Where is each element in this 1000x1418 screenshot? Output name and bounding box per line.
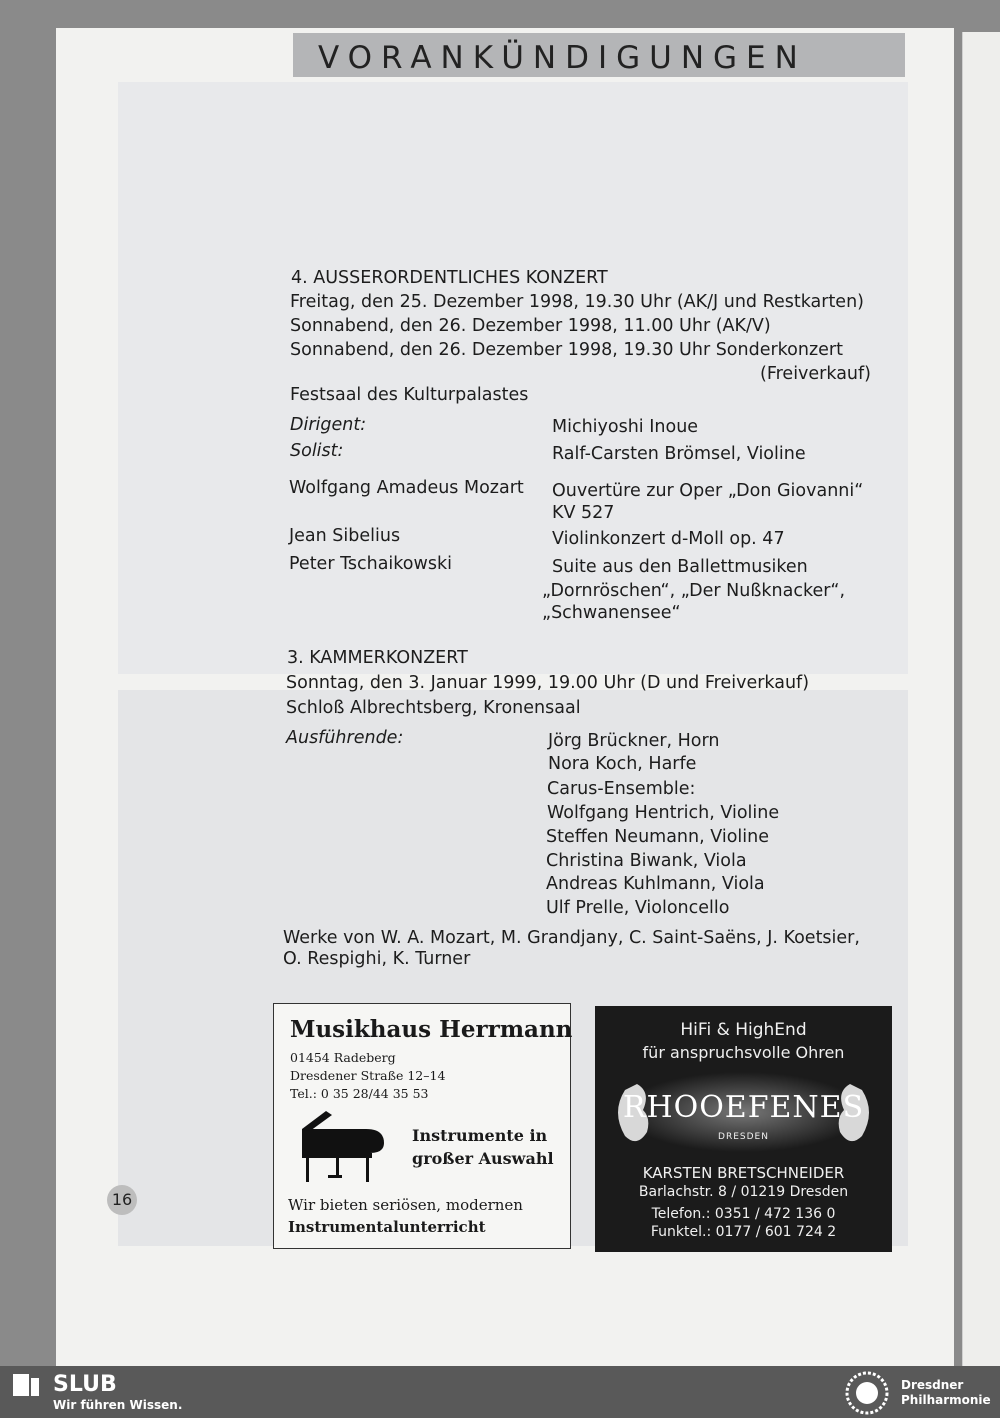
ad-address: Barlachstr. 8 / 01219 Dresden	[638, 1184, 849, 1200]
footer-bar	[0, 1366, 1000, 1418]
ad-brand-name: Musikhaus Herrmann	[290, 1016, 573, 1043]
footer-partner: Dresdner	[901, 1378, 964, 1392]
ad-musikhaus-herrmann	[273, 1003, 571, 1249]
page-title: VORANKÜNDIGUNGEN	[318, 40, 807, 76]
footer-partner: Philharmonie	[901, 1393, 991, 1407]
ad-owner: KARSTEN BRETSCHNEIDER	[642, 1164, 845, 1182]
performer-name: Ralf-Carsten Brömsel, Violine	[552, 444, 806, 464]
work: Violinkonzert d-Moll op. 47	[552, 529, 785, 549]
works-line: O. Respighi, K. Turner	[283, 949, 471, 969]
slub-logo-icon	[13, 1374, 39, 1396]
ad-mobile: Funktel.: 0177 / 601 724 2	[650, 1224, 837, 1240]
ad-address-line: 01454 Radeberg	[290, 1050, 396, 1065]
role-label: Dirigent:	[290, 415, 367, 435]
adjacent-page-edge	[962, 32, 1000, 1366]
grand-piano-icon	[296, 1109, 388, 1185]
performer-name: Steffen Neumann, Violine	[546, 827, 769, 847]
concert2-venue: Schloß Albrechtsberg, Kronensaal	[286, 698, 581, 718]
role-label: Ausführende:	[286, 728, 404, 748]
footer-tagline: Wir führen Wissen.	[53, 1398, 183, 1412]
composer: Wolfgang Amadeus Mozart	[289, 478, 524, 498]
ad-phone: Tel.: 0 35 28/44 35 53	[290, 1086, 429, 1101]
works-line: Werke von W. A. Mozart, M. Grandjany, C. Saint-Saëns, J. Koetsier,	[283, 928, 860, 948]
performer-name: Jörg Brückner, Horn	[548, 731, 720, 751]
ad-hifi-highend	[595, 1006, 892, 1252]
concert1-freiverkauf: (Freiverkauf)	[760, 364, 872, 384]
ad-address-line: Dresdener Straße 12–14	[290, 1068, 446, 1083]
ad-footer-line-bold: Instrumentalunterricht	[288, 1218, 486, 1236]
performer-name: Nora Koch, Harfe	[548, 754, 697, 774]
performer-name: Christina Biwank, Viola	[546, 851, 747, 871]
performer-name: Carus-Ensemble:	[547, 779, 696, 799]
ad-city: DRESDEN	[718, 1132, 769, 1142]
ad-brand: RHOOEFENES	[622, 1090, 865, 1125]
ad-phone: Telefon.: 0351 / 472 136 0	[651, 1206, 836, 1222]
concert1-title: 4. AUSSERORDENTLICHES KONZERT	[291, 268, 608, 288]
performer-name: Wolfgang Hentrich, Violine	[547, 803, 780, 823]
composer: Jean Sibelius	[289, 526, 401, 546]
performer-name: Ulf Prelle, Violoncello	[546, 898, 730, 918]
concert2-date: Sonntag, den 3. Januar 1999, 19.00 Uhr (D und Freiverkauf)	[286, 673, 810, 693]
footer-brand: SLUB	[53, 1372, 117, 1397]
ad-footer-line: Wir bieten seriösen, modernen	[288, 1196, 523, 1214]
work: „Schwanensee“	[542, 603, 681, 623]
performer-name: Michiyoshi Inoue	[552, 417, 699, 437]
ad-slogan: Instrumente in	[412, 1126, 548, 1145]
work: KV 527	[552, 503, 615, 523]
page-number: 16	[107, 1185, 137, 1215]
philharmonie-logo-icon	[843, 1371, 891, 1415]
work: „Dornröschen“, „Der Nußknacker“,	[542, 581, 846, 601]
performer-name: Andreas Kuhlmann, Viola	[546, 874, 765, 894]
concert1-date: Sonnabend, den 26. Dezember 1998, 11.00 Uhr (AK/V)	[290, 316, 771, 336]
ad-slogan: großer Auswahl	[412, 1149, 554, 1168]
work: Suite aus den Ballettmusiken	[552, 557, 808, 577]
concert1-date: Sonnabend, den 26. Dezember 1998, 19.30 Uhr Sonderkonzert	[290, 340, 843, 360]
work: Ouvertüre zur Oper „Don Giovanni“	[552, 481, 864, 501]
concert1-venue: Festsaal des Kulturpalastes	[290, 385, 529, 405]
ad-tagline: HiFi & HighEnd	[680, 1020, 807, 1040]
ad-tagline: für anspruchsvolle Ohren	[642, 1043, 845, 1062]
concert2-title: 3. KAMMERKONZERT	[287, 648, 468, 668]
composer: Peter Tschaikowski	[289, 554, 452, 574]
concert1-date: Freitag, den 25. Dezember 1998, 19.30 Uhr (AK/J und Restkarten)	[290, 292, 864, 312]
role-label: Solist:	[290, 441, 344, 461]
